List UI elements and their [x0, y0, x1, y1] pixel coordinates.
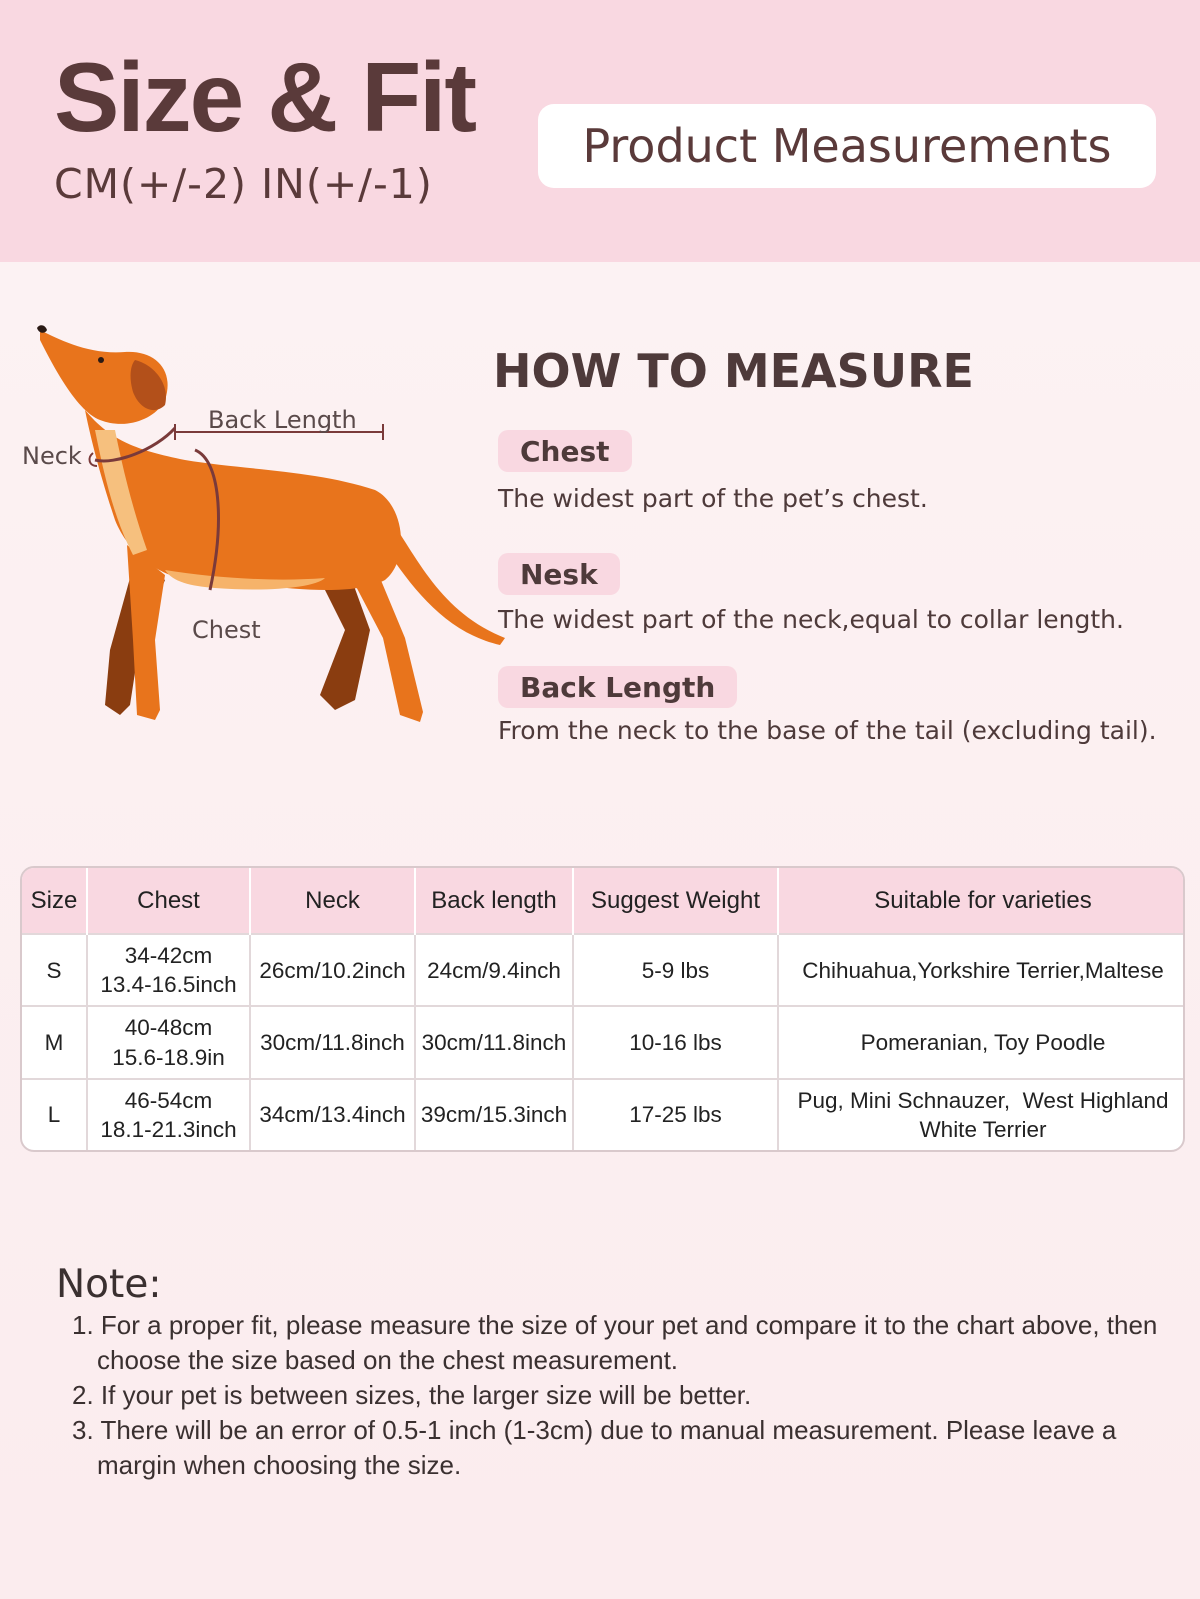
chest-cell — [87, 934, 250, 1006]
back-length-tag: Back Length — [498, 666, 737, 708]
neck-cell: 30cm/11.8inch — [250, 1006, 415, 1078]
size-cell: M — [22, 1006, 87, 1078]
chest-label: Chest — [192, 616, 261, 644]
chest-cm: 34-42cm — [124, 942, 213, 968]
neck-cell: 34cm/13.4inch — [250, 1079, 415, 1150]
varieties-line: Pomeranian, Toy Poodle — [860, 1029, 1106, 1055]
chest-in: 15.6-18.9in — [112, 1044, 225, 1070]
note-item: 1. For a proper fit, please measure the size of your pet and compare it to the chart above, then choose the size based on the chest measurement. — [72, 1310, 1158, 1375]
back-cell: 24cm/9.4inch — [415, 934, 573, 1006]
varieties-line-2: White Terrier — [919, 1116, 1047, 1142]
size-cell: S — [22, 934, 87, 1006]
header-banner — [0, 0, 1200, 262]
varieties-line: Pug, Mini Schnauzer, West Highland — [797, 1087, 1169, 1113]
chest-in: 18.1-21.3inch — [100, 1116, 237, 1142]
neck-cell: 26cm/10.2inch — [250, 934, 415, 1006]
neck-label: Neck — [22, 442, 82, 470]
page-title: Size & Fit — [54, 42, 476, 152]
chest-cm: 46-54cm — [124, 1087, 213, 1113]
header-varieties: Suitable for varieties — [778, 868, 1185, 934]
back-cell: 39cm/15.3inch — [415, 1079, 573, 1150]
chest-tag: Chest — [498, 430, 632, 472]
note-title: Note: — [56, 1262, 162, 1307]
chest-in: 13.4-16.5inch — [100, 972, 237, 998]
header-neck: Neck — [250, 868, 415, 934]
table-row — [22, 1079, 1185, 1150]
header-back-length: Back length — [415, 868, 573, 934]
chest-cm: 40-48cm — [124, 1015, 213, 1041]
how-to-measure-title: HOW TO MEASURE — [493, 344, 974, 398]
varieties-cell — [778, 934, 1185, 1006]
dog-illustration — [15, 320, 515, 760]
note-item: 3. There will be an error of 0.5-1 inch (1-3cm) due to manual measurement. Please leave a margin when choosing the size. — [72, 1415, 1117, 1480]
neck-tag: Nesk — [498, 553, 620, 595]
back-length-description: From the neck to the base of the tail (excluding tail). — [498, 716, 1157, 745]
table-row — [22, 1006, 1185, 1078]
table-header-row — [22, 868, 1185, 934]
weight-cell: 5-9 lbs — [573, 934, 778, 1006]
weight-cell: 10-16 lbs — [573, 1006, 778, 1078]
chest-description: The widest part of the pet’s chest. — [498, 484, 928, 513]
header-chest: Chest — [87, 868, 250, 934]
chest-cell — [87, 1006, 250, 1078]
chest-cell — [87, 1079, 250, 1150]
product-measurements-badge: Product Measurements — [538, 104, 1156, 188]
weight-cell: 17-25 lbs — [573, 1079, 778, 1150]
table-row — [22, 934, 1185, 1006]
tolerance-text: CM(+/-2) IN(+/-1) — [54, 160, 433, 208]
size-table — [20, 866, 1185, 1152]
back-length-label: Back Length — [208, 406, 357, 434]
varieties-cell — [778, 1079, 1185, 1150]
header-size: Size — [22, 868, 87, 934]
note-list — [72, 1308, 1182, 1483]
back-cell: 30cm/11.8inch — [415, 1006, 573, 1078]
varieties-cell — [778, 1006, 1185, 1078]
varieties-line: Chihuahua,Yorkshire Terrier,Maltese — [802, 957, 1164, 983]
note-item: 2. If your pet is between sizes, the larger size will be better. — [72, 1380, 752, 1410]
header-suggest-weight: Suggest Weight — [573, 868, 778, 934]
neck-description: The widest part of the neck,equal to collar length. — [498, 605, 1124, 634]
size-cell: L — [22, 1079, 87, 1150]
